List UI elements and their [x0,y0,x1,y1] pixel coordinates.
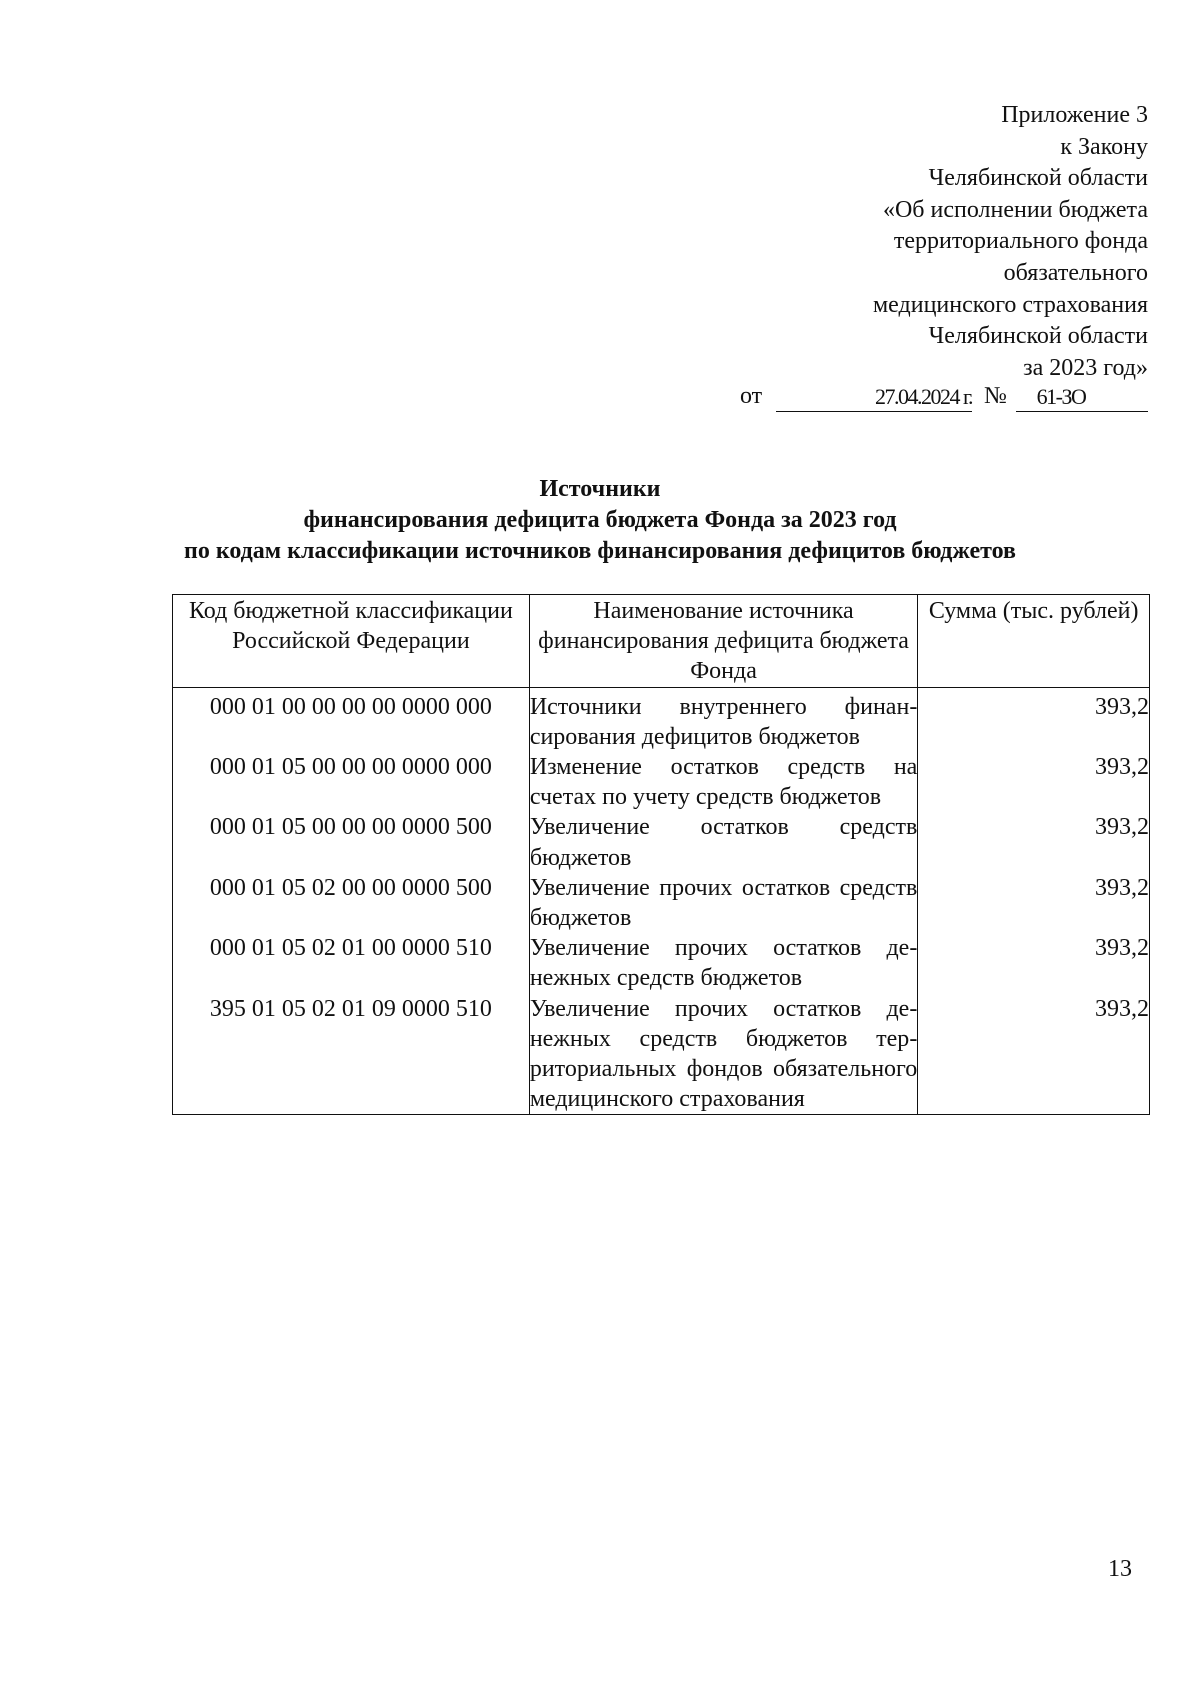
table-row [173,873,1150,933]
code-cell: 000 01 05 02 01 00 0000 510 [173,933,530,993]
sum-cell: 393,2 [918,994,1150,1115]
number-label: № [984,383,1007,409]
code-cell: 000 01 00 00 00 00 0000 000 [173,687,530,752]
name-cell: Увеличение прочих остатков средств бюджетов [529,873,918,933]
annex-line: «Об исполнении бюджета [882,196,1148,223]
sum-cell: 393,2 [918,873,1150,933]
law-date: 27.04.2024 г. [874,384,972,409]
sources-table [172,594,1150,1115]
annex-line: территориального фонда [893,228,1148,255]
sum-cell: 393,2 [918,812,1150,872]
annex-line: Челябинской области [928,323,1148,350]
table-row [173,933,1150,993]
law-number: 61-ЗО [1036,384,1086,409]
name-cell: Изменение остатков средств на счетах по учету средств бюджетов [529,752,918,812]
name-cell: Увеличение прочих остатков денежных средств бюджетов [529,933,918,993]
sum-cell: 393,2 [918,752,1150,812]
name-cell: Источники внутреннего финансирования дефицитов бюджетов [529,687,918,752]
annex-block [600,100,1148,384]
code-cell: 000 01 05 00 00 00 0000 000 [173,752,530,812]
sum-cell: 393,2 [918,933,1150,993]
header-name: Наименование источника финансирования дефицита бюджета Фонда [529,595,918,688]
code-cell: 395 01 05 02 01 09 0000 510 [173,994,530,1115]
code-cell: 000 01 05 00 00 00 0000 500 [173,812,530,872]
header-code: Код бюджетной классификации Российской Федерации [173,595,530,688]
code-cell: 000 01 05 02 00 00 0000 500 [173,873,530,933]
table-row [173,812,1150,872]
title-line: финансирования дефицита бюджета Фонда за 2023 год [303,507,897,533]
table-row [173,994,1150,1115]
law-reference [740,380,1148,412]
header-sum: Сумма (тыс. рублей) [918,595,1150,688]
annex-line: медицинского страхования [872,291,1148,318]
title-line: по кодам классификации источников финансирования дефицитов бюджетов [184,538,1016,564]
number-underline [1016,411,1148,412]
sum-cell: 393,2 [918,687,1150,752]
from-label: от [740,383,763,409]
name-cell: Увеличение прочих остатков денежных средств бюджетов территориальных фондов обязательного медицинского страхования [529,994,918,1115]
annex-line: Приложение 3 [1001,102,1148,128]
table-row [173,752,1150,812]
date-underline [776,411,972,412]
annex-line: обязательного [1003,259,1148,286]
title-line: Источники [539,476,661,502]
annex-line: Челябинской области [928,165,1148,192]
page-number: 13 [1108,1556,1132,1582]
name-cell: Увеличение остатков средств бюджетов [529,812,918,872]
annex-line: к Закону [1060,133,1148,160]
page-title [100,474,1100,567]
table-row [173,687,1150,752]
table-header-row [173,595,1150,688]
annex-line: за 2023 год» [1023,354,1148,381]
